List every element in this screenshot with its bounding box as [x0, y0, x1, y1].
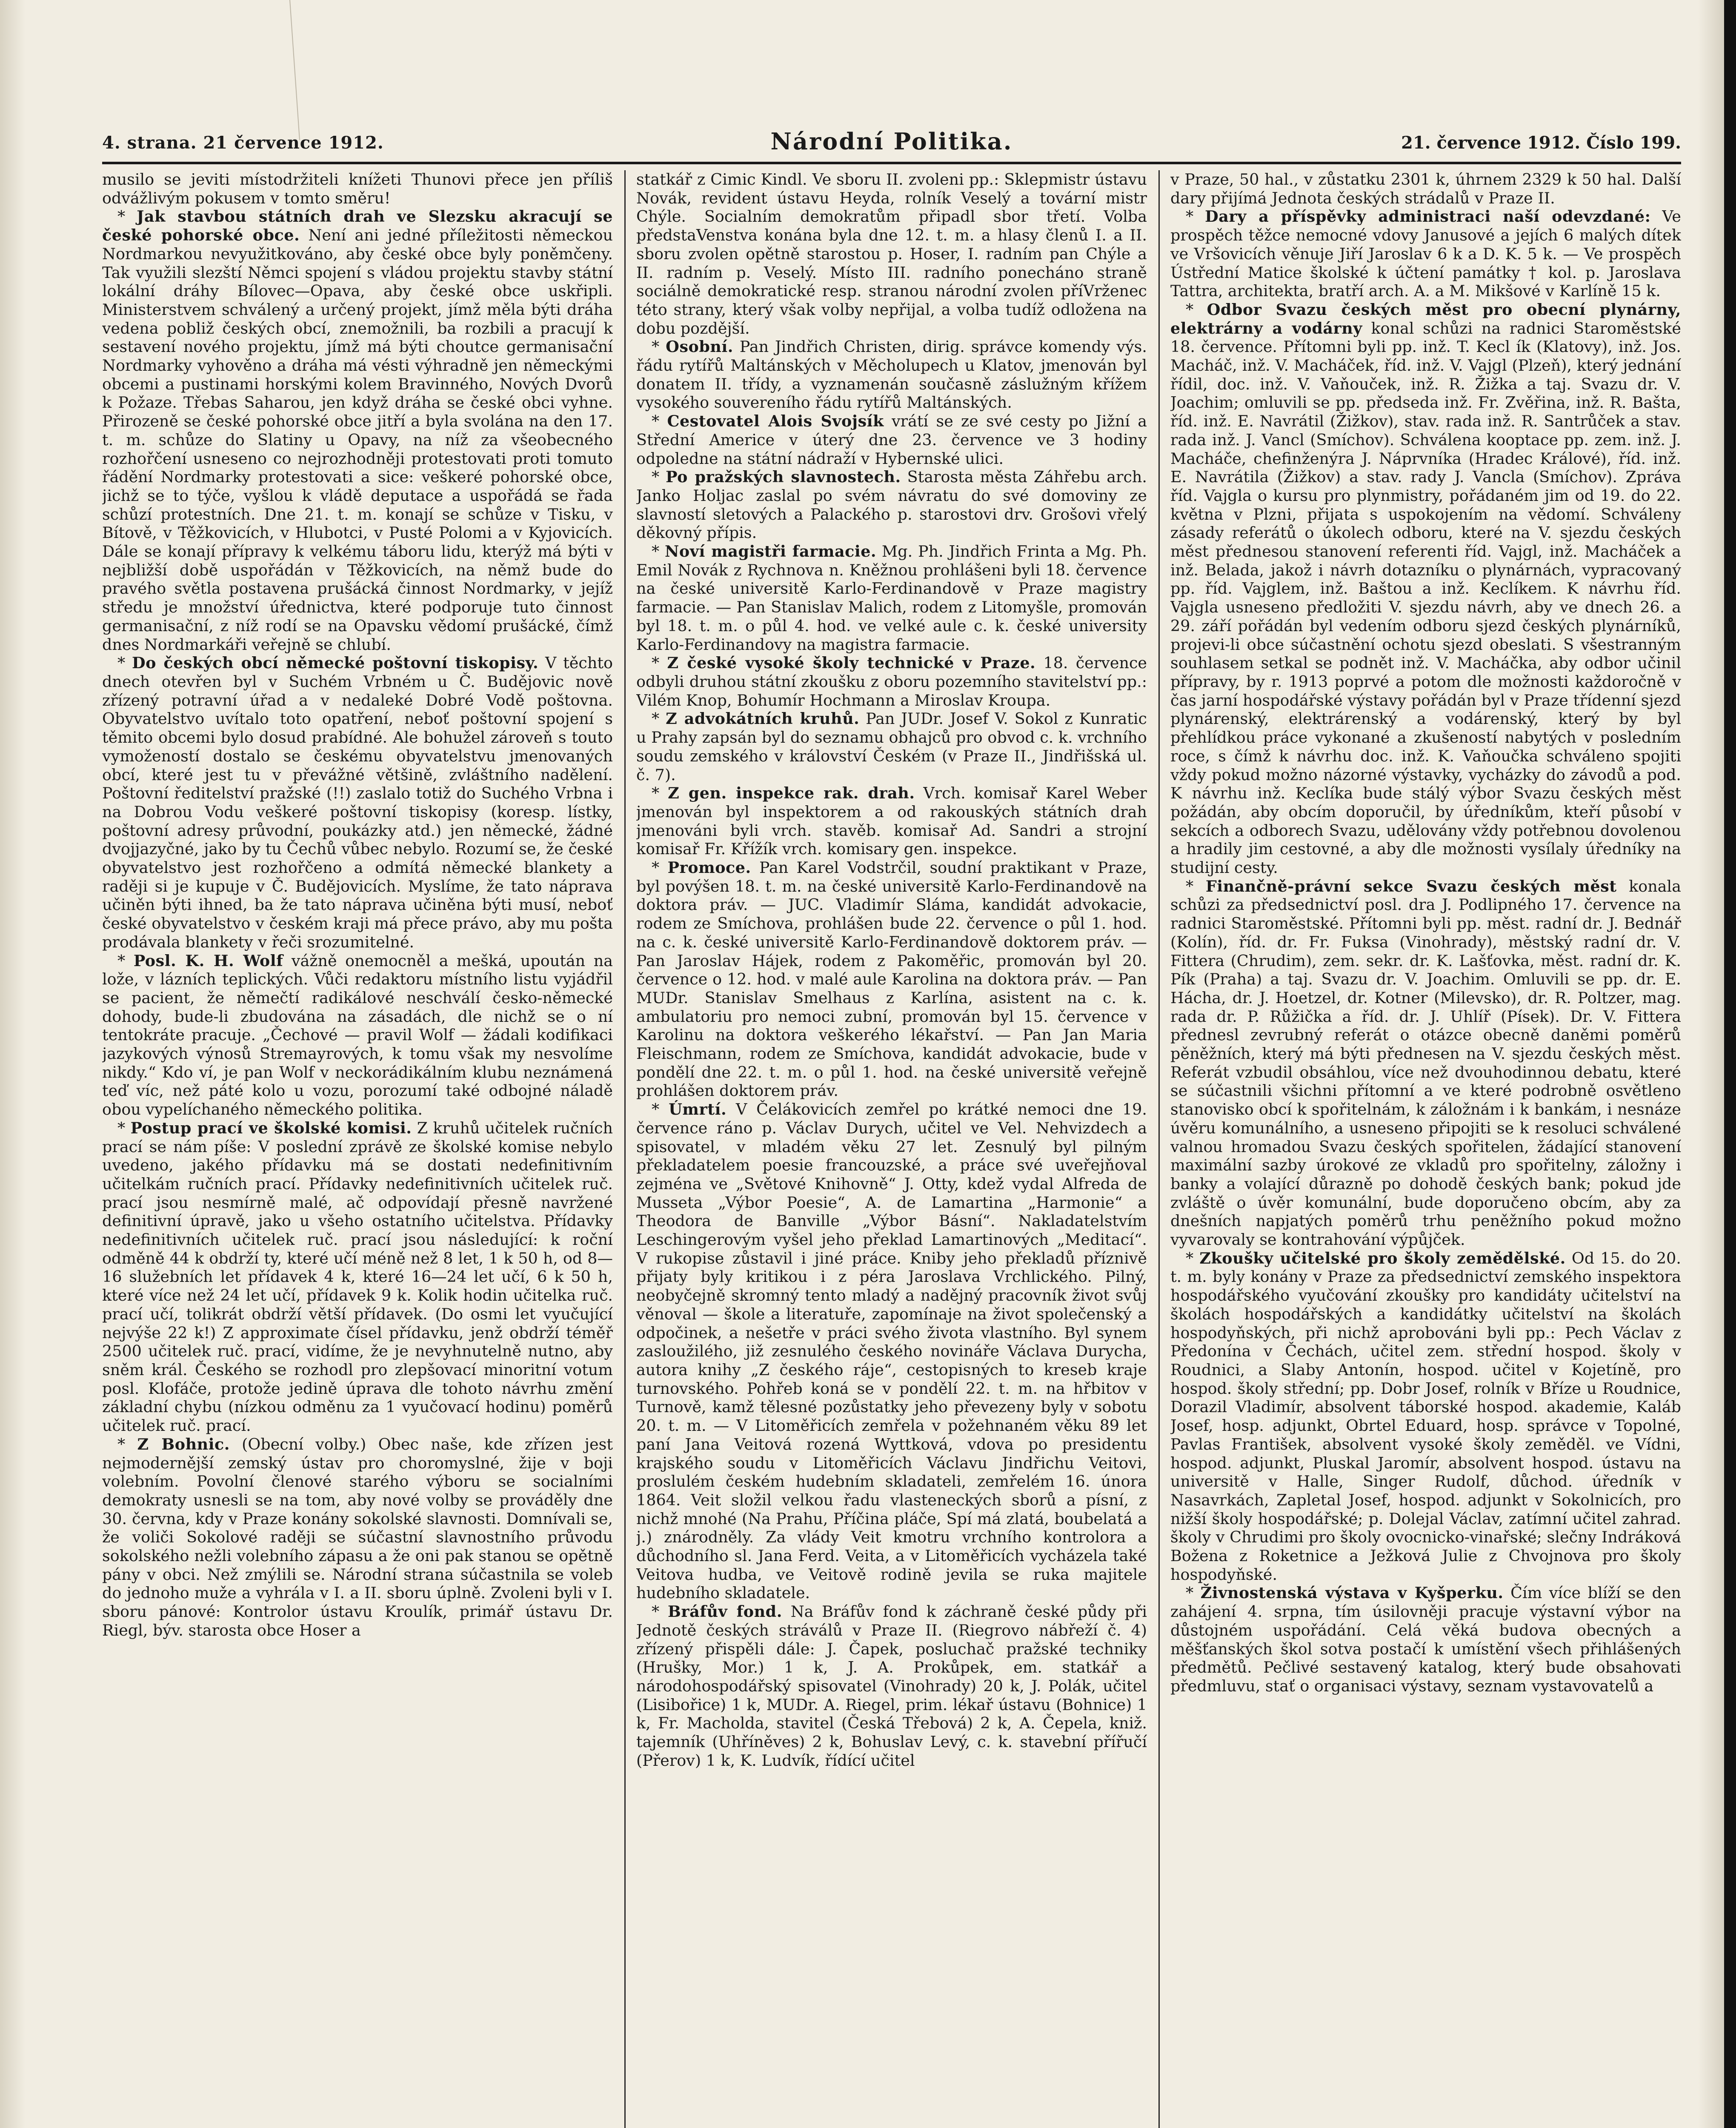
header-date-left: 4. strana. 21 července 1912. [102, 133, 384, 153]
bullet-star: * [652, 1602, 668, 1621]
article-heading: Osobní. [666, 338, 733, 356]
article-text: konal schůzi na radnici Staroměstské 18. července. Přítomni byli pp. inž. T. Kecl ík (Klatovy), inž. Jos. Macháč, inž. V. Macháček, říd. inž. V. Vajgl (Plzeň), který jednání řídil, doc. inž. V. Vaňouček, inž. R. Žižka a taj. Svazu dr. V. Joachim; omluvili se pp. předseda inž. Fr. Zvěřina, inž. R. Bašta, říd. inž. E. Navrátil (Žižkov), stav. rada inž. R. Santrůček a stav. rada inž. J. Vancl (Smíchov). Schválena kooptace pp. zem. inž. J. Macháče, chefinženýra J. Náprvníka (Hradec Králové), říd. inž. E. Navrátila (Žižkov) a stav. rady J. Vancla (Smíchov). Zpráva říd. Vajgla o kursu pro plynmistry, pořádaném jim od 19. do 22. května v Plzni, přijata s uspokojením na vědomí. Schváleny zásady referátů o úkolech odboru, které na V. sjezdu českých měst přednesou stanovení referenti říd. Vajgl, inž. Macháček a inž. Belada, jakož i návrh dotazníku o plynárnách, vypracovaný pp. říd. Vajglem, inž. Baštou a inž. Keclíkem. K návrhu říd. Vajgla usneseno předložiti V. sjezdu návrh, aby ve dnech 26. a 29. září pořádán byl vedením odboru sjezd českých plynárníků, projevi-li obce súčastnění ochotu sjezd obeslati. S všestranným souhlasem setkal se podnět inž. V. Macháčka, aby odbor učinil přípravy, by r. 1913 poprvé a potom dle možnosti každoročně v čas jarní hospodářské výstavy pořádán byl v Praze třídenní sjezd plynárenský, elektrárenský a vodárenský, který by byl přehlídkou práce vykonané a zkušeností nabytých v posledním roce, s čímž k návrhu doc. inž. K. Vaňoučka schváleno spojiti vždy pokud možno názorné výstavky, vycházky do závodů a pod. K návrhu inž. Keclíka bude stálý výbor Svazu českých měst požádán, aby obcím doporučil, by úředníkům, kteří působí v sekcích a odborech Svazu, udělovány vždy potřebnou dovolenou a hradily jim cestovné, a aby dle možnosti vysílaly úředníky na studijní cesty. [1170, 319, 1681, 877]
article-paragraph [102, 1119, 613, 1435]
article-heading: Bráfův fond. [668, 1602, 782, 1621]
article-paragraph [102, 170, 613, 207]
article-text: Mg. Ph. Jindřich Frinta a Mg. Ph. Emil Novák z Rychnova n. Kněžnou prohlášeni byli 18. července na české universitě Karlo-Ferdinandově v Praze magistry farmacie. — Pan Stanislav Malich, rodem z Litomyšle, promován byl 18. t. m. o půl 4. hod. ve velké aule c. k. české university Karlo-Ferdinandovy na magistra farmacie. [636, 542, 1147, 654]
article-text: v Praze, 50 hal., v zůstatku 2301 k, úhrnem 2329 k 50 hal. Další dary přijímá Jednota českých strádalů v Praze II. [1170, 170, 1681, 207]
article-paragraph [636, 1602, 1147, 1770]
article-paragraph [1170, 877, 1681, 1249]
article-text: Z kruhů učitelek ručních prací se nám píše: V poslední zprávě ze školské komise nebylo uvedeno, jakého přídavku má se dostati nedefinitivním učitelkám ručních prací. Přídavky nedefinitivních učitelek ruč. prací jsou nesmírně malé, ač odpovídají přesně navržené definitivní úpravě, jako u všeho ostatního učitelstva. Přídavky nedefinitivních učitelek ruč. prací jsou následující: k roční odměně 44 k obdrží ty, které učí méně než 8 let, 1 k 50 h, od 8—16 služebních let přídavek 4 k, které 16—24 let učí, 6 k 50 h, které více než 24 let učí, přídavek 9 k. Kolik hodin učitelka ruč. prací učí, tolikrát obdrží větší přídavek. (Do osmi let vyučující nejvýše 22 k!) Z approximate čísel přídavku, jenž obdrží téměř 2500 učitelek ruč. prací, vidíme, že je nevyhnutelně nutno, aby sněm král. Českého se rozhodl pro zlepšovací minoritní votum posl. Klofáče, protože jedině úprava dle tohoto návrhu změní základní chybu (nízkou odměnu za 1 vyučovací hodinu) poměrů učitelek ruč. prací. [102, 1118, 613, 1435]
article-paragraph [636, 709, 1147, 784]
article-heading: Zkoušky učitelské pro školy zemědělské. [1199, 1249, 1566, 1267]
masthead-title: Národní Politika. [770, 128, 1013, 155]
bullet-star: * [1186, 207, 1205, 226]
article-heading: Promoce. [667, 858, 751, 877]
article-paragraph [1170, 170, 1681, 207]
bullet-star: * [652, 709, 666, 728]
article-paragraph [1170, 207, 1681, 300]
article-text: vážně onemocněl a mešká, upoután na lože, v lázních teplických. Vůči redaktoru místního listu vyjádřil se pacient, že němečtí radikálové neschválí česko-německé dohody, bude-li zbudována na zásadách, dle nichž se o ní tentokráte pracuje. „Čechové — pravil Wolf — žádali kodifikaci jazykových výnosů Stremayrových, k tomu však my nesvolíme nikdy.“ Kdo ví, je pan Wolf v neckorádikálním klubu neznámená teď víc, než páté kolo u vozu, porozumí také odbojné náladě obou vypelíchaného německého politika. [102, 951, 613, 1119]
bullet-star: * [117, 951, 134, 970]
article-heading: Jak stavbou státních drah ve Slezsku akracují se české pohorské obce. [102, 207, 613, 245]
article-text: Starosta města Záhřebu arch. Janko Holjac zaslal po svém návratu do své domoviny ze slavností sletových a Palackého p. starostovi drv. Grošovi vřelý děkovný přípis. [636, 468, 1147, 542]
article-text: Na Bráfův fond k záchraně české půdy při Jednotě českých stráválů v Praze II. (Riegrovo nábřeží č. 4) zřízený přispěli dále: J. Čapek, posluchač pražské techniky (Hrušky, Mor.) 1 k, J. A. Prokůpek, em. statkář a národohospodářský spisovatel (Vinohrady) 20 k, J. Polák, učitel (Lisibořice) 1 k, MUDr. A. Riegel, prim. lékař ústavu (Bohnice) 1 k, Fr. Macholda, stavitel (Česká Třebová) 2 k, A. Čepela, kniž. tajemník (Uhříněves) 2 k, Bohuslav Levý, c. k. stavební přířučí (Přerov) 1 k, K. Ludvík, řídící učitel [636, 1602, 1147, 1770]
article-text: konala schůzi za předsednictví posl. dra J. Podlipného 17. července na radnici Staroměstské. Přítomni byli pp. měst. radní dr. J. Bednář (Kolín), říd. dr. Fr. Fuksa (Vinohrady), městský radní dr. V. Fittera (Chrudim), zem. sekr. dr. K. Lašťovka, měst. radní dr. K. Pík (Praha) a taj. Svazu dr. V. Joachim. Omluvili se pp. dr. E. Hácha, dr. J. Hoetzel, dr. Kotner (Milevsko), dr. R. Poltzer, mag. rada dr. P. Růžička a říd. dr. J. Uhlíř (Písek). Dr. V. Fittera přednesl zevrubný referát o otázce obecně daněmi poměrů pěněžních, který má býti přednesen na V. sjezdu českých měst. Referát vzbudil obsáhlou, více než dvouhodinnou debatu, které se súčastnili všichni přítomní a ve které podrobně osvětleno stanovisko obcí k spořitelnám, k záložnám i k bankám, i nesnáze úvěru komunálního, a usneseno připojiti se k resoluci schválené valnou hromadou Svazu českých spořitelen, žádající stanovení maximální sazby úrokové ze vkladů pro spořitelny, záložny i banky a volající důrazně po dohodě českých bank; pokud jde zvláště o úvěr komunální, bude doporučeno obcím, aby za dnešních napjatých poměrů trhu peněžního pokud možno vyvarovaly se kontrahování výpůjček. [1170, 877, 1681, 1249]
article-paragraph [636, 784, 1147, 858]
article-text: Pan Karel Vodstrčil, soudní praktikant v Praze, byl povýšen 18. t. m. na české universitě Karlo-Ferdinandově na doktora práv. — JUC. Vladimír Sláma, kandidát advokacie, rodem ze Smíchova, prohlášen bude 22. července o půl 1. hod. na c. k. české universitě Karlo-Ferdinandově doktorem práv. — Pan Jaroslav Hájek, rodem z Pakoměřic, promován byl 20. července o 12. hod. v malé aule Karolina na doktora práv. — Pan MUDr. Stanislav Smelhaus z Karlína, asistent na c. k. ambulatoriu pro nemoci zubní, promován byl 15. července v Karolinu na doktora veškerého lékařství. — Pan Jan Maria Fleischmann, rodem ze Smíchova, kandidát advokacie, bude v pondělí dne 22. t. m. o půl 1. hod. na české universitě veřejně prohlášen doktorem práv. [636, 858, 1147, 1100]
article-heading: Dary a příspěvky administraci naší odevzdané: [1205, 207, 1651, 226]
article-text: Pan JUDr. Josef V. Sokol z Kunratic u Prahy zapsán byl do seznamu obhajců pro obvod c. k. vrchního soudu zemského v království Českém (v Praze II., Jindřišská ul. č. 7). [636, 709, 1147, 784]
bullet-star: * [117, 207, 137, 226]
article-heading: Úmrtí. [669, 1100, 727, 1119]
article-paragraph [102, 952, 613, 1119]
article-paragraph [636, 542, 1147, 654]
article-heading: Posl. K. H. Wolf [133, 951, 283, 970]
article-text: V Čelákovicích zemřel po krátké nemoci dne 19. července ráno p. Václav Durych, učitel ve Vel. Nehvizdech a spisovatel, v mladém věku 27 let. Zesnulý byl pilným překladatelem poesie francouzské, a práce své uveřejňoval zejména ve „Světové Knihovně“ J. Otty, kdež vydal Alfreda de Musseta „Výbor Poesie“, A. de Lamartina „Harmonie“ a Theodora de Banville „Výbor Básní“. Nakladatelstvím Leschingerovým vyšel jeho překlad Lamartinových „Meditací“. V rukopise zůstavil i jiné práce. Kniby jeho překladů příznivě přijaty byly kritikou i z péra Jaroslava Vrchlického. Pilný, neobyčejně skromný tento mladý a nadějný pracovník život svůj věnoval — škole a literatuře, zapomínaje na život společenský a odpočinek, a nešetře v práci svého života vlastního. Byl synem zasloužilého, již zesnulého českého novináře Václava Durycha, autora knihy „Z českého ráje“, cestopisných to kreseb kraje turnovského. Pohřeb koná se v pondělí 22. t. m. na hřbitov v Turnově, kamž tělesné pozůstatky jeho převezeny byly v sobotu 20. t. m. — V Litoměřicích zemřela v požehnaném věku 89 let paní Jana Veitová rozená Wyttková, vdova po presidentu krajského soudu v Litoměřicích Václavu Jindřichu Veitovi, proslulém českém hudebním skladateli, zemřelém 16. února 1864. Veit složil velkou řadu vlasteneckých sborů a písní, z nichž mnohé (Na Prahu, Příčina pláče, Spí má zlatá, boubelatá a j.) znárodněly. Za vlády Veit kmotru vrchního kontrolora a důchodního sl. Jana Ferd. Veita, a v Litoměřicích vycházela také Veitova hudba, ve Veitově rodině jevila se ruka majitele hudebního skladatele. [636, 1100, 1147, 1602]
bullet-star: * [652, 858, 668, 877]
article-text: (Obecní volby.) Obec naše, kde zřízen jest nejmodernější zemský ústav pro choromyslné, žije v boji volebním. Povolní členové starého výboru se socialními demokraty usnesli se na tom, aby nové volby se prováděly dne 30. června, kdy v Praze konány sokolské slavnosti. Domnívali se, že voliči Sokolové raději se súčastní slavnostního průvodu sokolského nežli volebního zápasu a že oni pak stanou se opětně pány v obci. Než zmýlili se. Národní strana súčastnila se voleb do jednoho muže a vyhrála v I. a II. sboru úplně. Zvoleni byli v I. sboru pánové: Kontrolor ústavu Kroulík, primář ústavu Dr. Riegl, býv. starosta obce Hoser a [102, 1435, 613, 1639]
article-paragraph [636, 654, 1147, 709]
article-heading: Cestovatel Alois Svojsík [667, 412, 884, 431]
article-text: vrátí se ze své cesty po Jižní a Střední Americe v úterý dne 23. července ve 3 hodiny odpoledne na státní nádraží v Hybernské ulici. [636, 412, 1147, 468]
bullet-star: * [1186, 877, 1206, 895]
article-text: musilo se jeviti místodržiteli knížeti Thunovi přece jen příliš odvážlivým pokusem v tomto směru! [102, 170, 613, 207]
article-paragraph [102, 207, 613, 654]
bullet-star: * [1186, 1249, 1200, 1267]
bullet-star: * [1186, 300, 1207, 319]
article-paragraph [1170, 300, 1681, 877]
column-3 [1170, 170, 1681, 2128]
header-issue-right: 21. července 1912. Číslo 199. [1401, 133, 1681, 153]
article-paragraph [636, 338, 1147, 412]
article-heading: Finančně-právní sekce Svazu českých měst [1205, 877, 1617, 895]
column-1 [102, 170, 613, 2128]
header-rule [102, 162, 1681, 164]
article-heading: Odbor Svazu českých měst pro obecní plynárny, elektrárny a vodárny [1170, 300, 1681, 338]
page-header [102, 128, 1681, 157]
article-text: Není ani jedné příležitosti německou Nordmarkou nevyužitkováno, aby české obce byly poněmčeny. Tak využili slezští Němci spojení s vládou projektu stavby státní lokální dráhy Bílovec—Opava, aby české obce uskřipli. Ministerstvem schválený a určený projekt, jímž měla býti dráha vedena pobliž českých obcí, znemožnili, ba rozbili a pracují k sestavení nového projektu, jímž má býti choutce germanisační Nordmarky vyhověno a dráha má vésti výhradně jen německými obcemi a pustinami horskými kolem Bravinného, Nových Dvorů k Požaze. Třebas Saharou, jen když dráha se české obci vyhne. Přirozeně se české pohorské obce jitří a byla svolána na den 17. t. m. schůze do Slatiny u Opavy, na níž za všeobecného rozhořčení usneseno co nejrozhodněji protestovati proti tomuto řádění Nordmarky protestovati a sice: veškeré pohorské obce, jichž se to týče, vyšlou k vládě deputace a uspořádá se řada schůzí protestních. Dne 21. t. m. konají se schůze v Tisku, v Bítově, v Těžkovicích, v Hlubotci, v Pusté Polomi a v Kyjovicích. Dále se konají přípravy k velkému táboru lidu, kterýž má býti v nejbližší době uspořádán v Těžkovicích, na němž bude do pravého světla postavena prušácká činnost Nordmarky, v jejíž středu je množství úřednictva, které podporuje tuto činnost germanisační, z níž rodí se na Opavsku vědomí prušácké, čímž dnes Nordmarkáři veřejně se chlubí. [102, 226, 613, 654]
bullet-star: * [652, 338, 666, 356]
article-heading: Do českých obcí německé poštovní tiskopisy. [132, 654, 539, 672]
bullet-star: * [652, 542, 665, 561]
bullet-star: * [117, 1435, 137, 1453]
bullet-star: * [652, 784, 668, 803]
article-text: 18. července odbyli druhou státní zkoušku z oboru pozemního stavitelství pp.: Vilém Knop, Bohumír Hochmann a Miroslav Kroupa. [636, 654, 1147, 709]
article-heading: Z české vysoké školy technické v Praze. [667, 654, 1036, 672]
article-paragraph [102, 1435, 613, 1640]
article-heading: Z Bohnic. [137, 1435, 230, 1453]
article-heading: Po pražských slavnostech. [666, 468, 901, 486]
article-text: V těchto dnech otevřen byl v Suchém Vrbném u Č. Budějovic nově zřízený potravní úřad a v nedaleké Dobré Vodě poštovna. Obyvatelstvo uvítalo toto opatření, neboť poštovní spojení s těmito obcemi bylo dosud prabídné. Ale bohužel zároveň s touto vymožeností dostalo se českému obyvatelstvu jmenovaných obcí, které jest tu v převážné většině, zvláštního nadělení. Poštovní ředitelství pražské (!!) zaslalo totiž do Suchého Vrbna i na Dobrou Vodu veškeré poštovní tiskopisy (koresp. lístky, poštovní adresy průvodní, poukázky atd.) jen německé, žádné dvojjazyčné, jako by tu Čechů vůbec nebylo. Rozumí se, že české obyvatelstvo jest rozhořčeno a odmítá německé blankety a raději si je kupuje v Č. Budějovicích. Myslíme, že tato náprava učiněn býti ihned, ba že tato náprava učiněna býti musí, neboť české obyvatelstvo v českém kraji má přece právo, aby mu pošta prodávala blankety v řeči srozumitelné. [102, 654, 613, 951]
article-text: Pan Jindřich Christen, dirig. správce komendy výs. řádu rytířů Maltánských v Měcholupech u Klatov, jmenován byl donatem II. třídy, a vyznamenán současně záslužným křížem vysokého souvereního řádu rytířů Maltánských. [636, 338, 1147, 412]
article-paragraph [1170, 1584, 1681, 1695]
bullet-star: * [652, 412, 667, 431]
article-text: statkář z Cimic Kindl. Ve sboru II. zvoleni pp.: Sklepmistr ústavu Novák, revident ústavu Heyda, rolník Veselý a tovární mistr Chýle. Socialním demokratům připadl sbor třetí. Volba předstaVenstva konána byla dne 12. t. m. a hlasy členů I. a II. sboru zvolen opětně starostou p. Hoser, I. radním pan Chýle a II. radním p. Veselý. Místo III. radního ponecháno straně sociálně demokratické resp. stranou národní zvolen příVrženec této strany, který však volby nepřijal, a volba tudíž odložena na dobu pozdější. [636, 170, 1147, 338]
article-heading: Postup prací ve školské komisi. [130, 1118, 412, 1137]
article-paragraph [102, 654, 613, 951]
bullet-star: * [117, 654, 132, 672]
bullet-star: * [117, 1118, 131, 1137]
article-text: Ve prospěch těžce nemocné vdovy Janusové a jejích 6 malých dítek ve Vršovicích věnuje Jiří Jaroslav 6 k a D. K. 5 k. — Ve prospěch Ústřední Matice školské k účtení památky † kol. p. Jaroslava Tattra, architekta, bratří arch. A. a M. Mikšové v Karlíně 15 k. [1170, 207, 1681, 300]
article-paragraph [636, 858, 1147, 1100]
article-heading: Z advokátních kruhů. [666, 709, 860, 728]
article-text: Vrch. komisař Karel Weber jmenován byl inspektorem a od rakouských státních drah jmenováni byli vrch. stavěb. komisař Ad. Sandri a strojní komisař Fr. Křížík vrch. komisary gen. inspekce. [636, 784, 1147, 858]
bullet-star: * [652, 468, 666, 486]
article-paragraph [636, 468, 1147, 542]
column-2 [636, 170, 1147, 2128]
article-heading: Živnostenská výstava v Kyšperku. [1200, 1584, 1504, 1602]
article-heading: Z gen. inspekce rak. drah. [668, 784, 915, 803]
article-heading: Noví magistři farmacie. [665, 542, 877, 561]
article-text: Čím více blíží se den zahájení 4. srpna, tím úsilovněji pracuje výstavní výbor na důstojném uspořádání. Celá věká budova obecných a měšťanských škol sotva postačí k umístění všech přihlášených předmětů. Pečlivé sestavený katalog, který bude obsahovati předmluvu, stať o organisaci výstavy, seznam vystavovatelů a [1170, 1584, 1681, 1695]
article-paragraph [1170, 1249, 1681, 1584]
bullet-star: * [652, 654, 667, 672]
article-paragraph [636, 170, 1147, 338]
bullet-star: * [652, 1100, 669, 1119]
article-paragraph [636, 412, 1147, 468]
article-columns [102, 170, 1681, 2128]
bullet-star: * [1186, 1584, 1201, 1602]
article-text: Od 15. do 20. t. m. byly konány v Praze za předsednictví zemského inspektora hospodářského vyučování zkoušky pro kandidáty učitelství na školách hospodářských a kandidátky učitelství na školách hospodyňských, při nichž aprobováni byli pp.: Pech Václav z Předonína v Čechách, učitel zem. střední hospod. školy v Roudnici, a Slaby Antonín, hospod. učitel v Kojetíně, pro hospod. školy střední; pp. Dobr Josef, rolník v Bříze u Roudnice, Dorazil Vladimír, absolvent táborské hospod. akademie, Kaláb Josef, hosp. adjunkt, Obrtel Eduard, hosp. správce v Topolné, Pavlas František, absolvent vysoké školy zeměděl. ve Vídni, hospod. adjunkt, Pluskal Jaromír, absolvent hospod. ústavu na universitě v Halle, Singer Rudolf, důchod. úředník v Nasavrkách, Zapletal Josef, hospod. adjunkt v Sokolnicích, pro nižší školy hospodářské; p. Dolejal Václav, zatímní učitel zahrad. školy v Chrudimi pro školy ovocnicko-vinařské; slečny Indráková Božena z Roketnice a Ježková Julie z Chvojnova pro školy hospodyňské. [1170, 1249, 1681, 1584]
scan-border [1724, 0, 1736, 2128]
article-paragraph [636, 1100, 1147, 1602]
